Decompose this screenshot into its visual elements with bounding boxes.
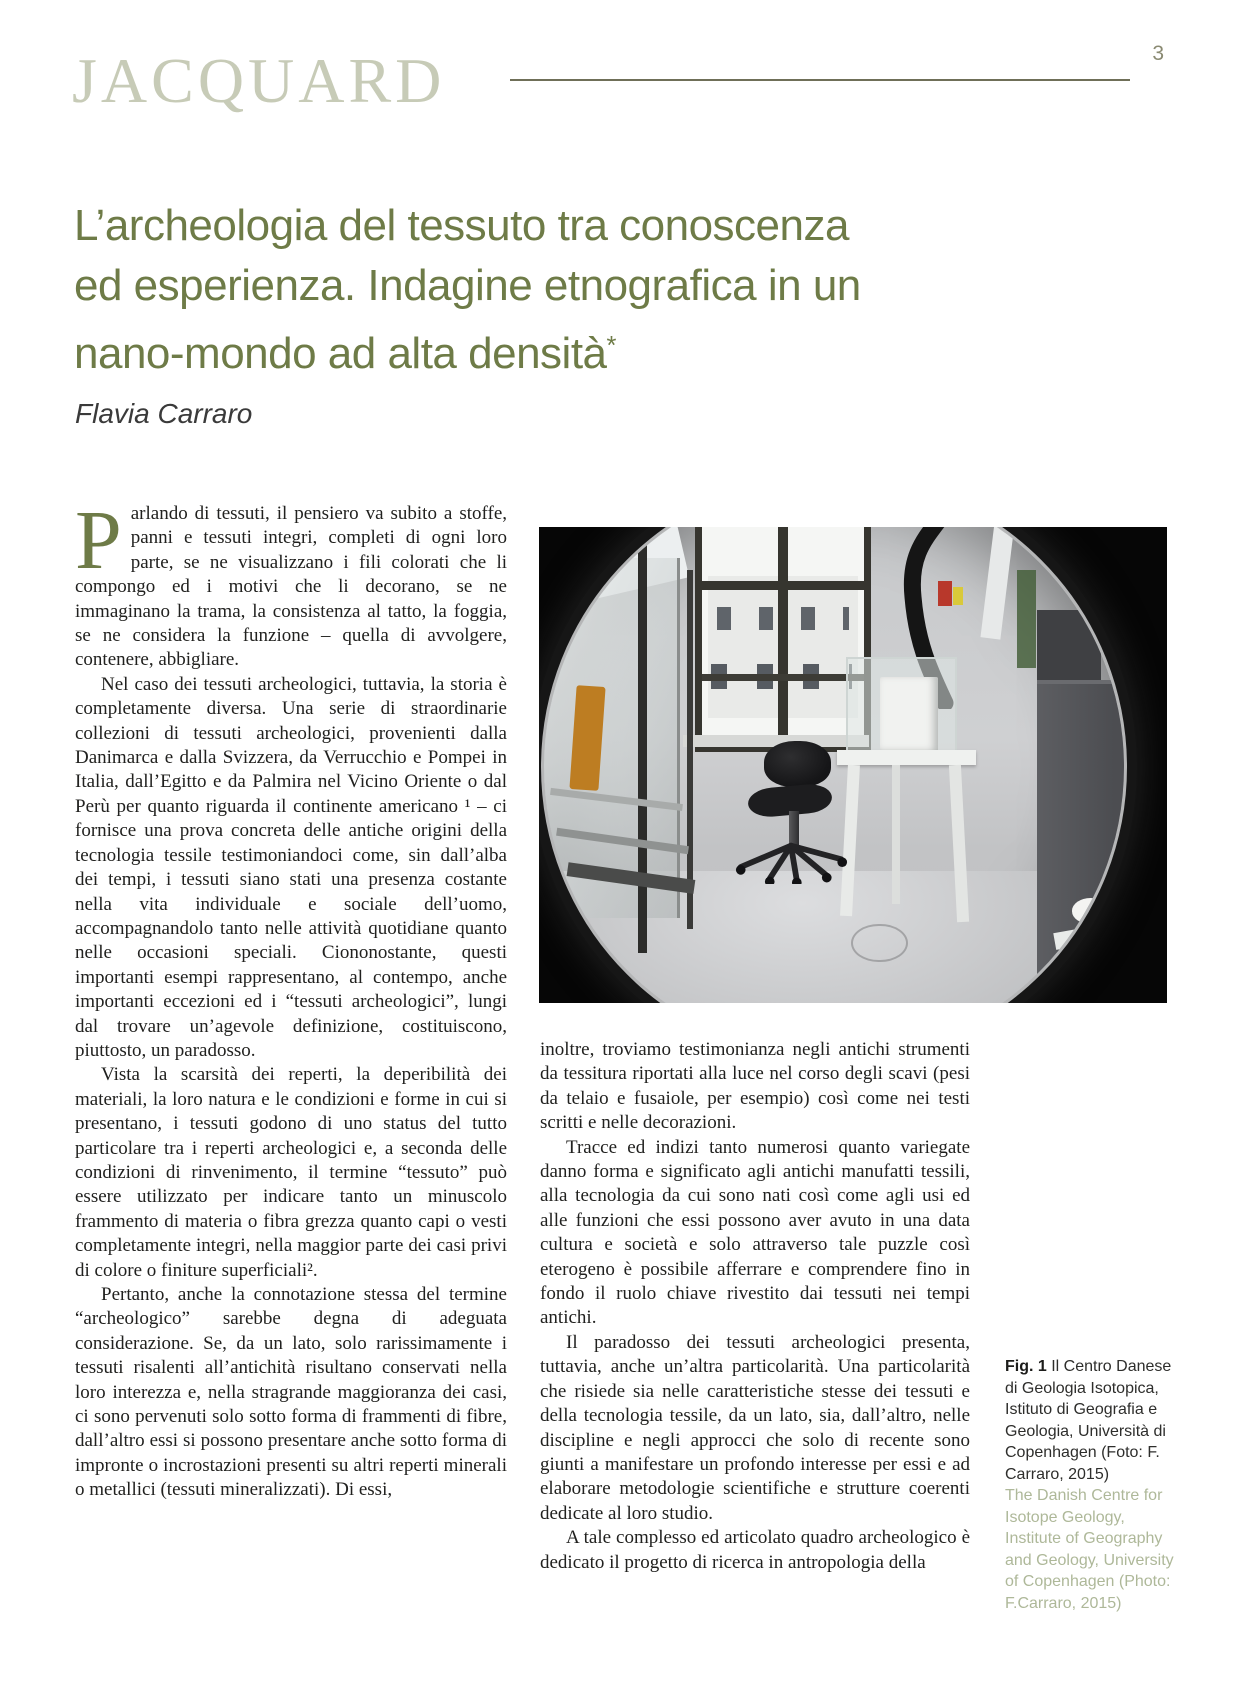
header-rule <box>510 79 1130 81</box>
caption-english: The Danish Centre for Isotope Geology, Institute of Geography and Geology, University of Copenhagen (Photo: F.Carraro, 2015) <box>1005 1487 1174 1612</box>
office-chair-back <box>764 741 831 787</box>
floor-mark <box>851 924 907 963</box>
journal-logo: JACQUARD <box>72 45 446 116</box>
grey-cabinet <box>1037 680 1127 1003</box>
hood-frame-pole <box>687 570 693 930</box>
caption-italian: Fig. 1 Il Centro Danese di Geologia Isotopica, Istituto di Geografia e Geologia, Università di Copenhagen (Foto: F. Carraro, 2015) <box>1005 1358 1172 1483</box>
drop-cap: P <box>75 502 122 587</box>
lab-table <box>837 750 976 765</box>
title-line-3: nano-mondo ad alta densità* <box>74 329 616 378</box>
hood-frame-pole <box>638 535 647 953</box>
white-container <box>1072 898 1110 924</box>
figure-caption <box>1005 1356 1183 1614</box>
porthole-lens <box>541 527 1127 1003</box>
lab-instrument <box>880 677 938 755</box>
paragraph: inoltre, troviamo testimonianza negli antichi strumenti da tessitura riportati alla luce nel corso degli scavi (pesi da telaio e fusaiole, per esempio) così come nei testi scritti e nelle decorazioni. <box>540 1039 970 1134</box>
paragraph: A tale complesso ed articolato quadro archeologico è dedicato il progetto di ricerca in antropologia della <box>540 1527 970 1573</box>
body-column-left <box>75 502 507 1617</box>
cabinet-top-unit <box>1037 610 1101 685</box>
paragraph: Vista la scarsità dei reperti, la deperibilità dei materiali, la loro natura e le condizioni e forme in cui si presentano, i tessuti godono di uno status del tutto particolare tra i reperti archeologici e, a seconda delle condizioni di rinvenimento, il termine “tessuto” può essere utilizzato per indicare tanto un minuscolo frammento di materia o fibra grezza quanto capi o vesti completamente integri, nella maggior parte dei casi privi di colore o finiture superficiali². <box>75 1064 507 1281</box>
paragraph: Nel caso dei tessuti archeologici, tuttavia, la storia è completamente diversa. Una serie di straordinarie collezioni di tessuti archeologici, provenienti dalla Danimarca e dalla Svizzera, da Verrucchio e Pompei in Italia, dall’Egitto e da Palmira nel Vicino Oriente o dal Perù per quanto riguarda il continente americano ¹ – ci fornisce una prova concreta delle antiche origini della tecnologia tessile testimoniandoci come, sin dall’alba dei tempi, i tessuti siano stati una presenza costante nella vita individuale e sociale dell’uomo, accompagnandolo tanto nelle attività quotidiane quanto nelle occasioni speciali. Ciononostante, questi importanti esempi rappresentano, al contempo, anche importanti eccezioni ed i “tessuti archeologici”, lungi dal trovare un’agevole definizione, costituiscono, piuttosto, un paradosso. <box>75 673 507 1061</box>
paragraph: Parlando di tessuti, il pensiero va subito a stoffe, panni e tessuti integri, completi di ogni loro parte, se ne visualizzano i fili colorati che li compongo ed i motivi che li decorano, se ne immaginano la trama, la consistenza al tatto, la foggia, se ne considera la funzione – quella di avvolgere, contenere, abbigliare. <box>75 502 507 671</box>
paragraph: Pertanto, anche la connotazione stessa del termine “archeologico” sarebbe degna di adeguata considerazione. Se, da un lato, solo rarissimamente i tessuti risalenti all’antichità risultano conservati nella loro interezza e, nella stragrande maggioranza dei casi, ci sono pervenuti solo sotto forma di frammenti di fibre, dall’altro essi si possono presentare anche sotto forma di impronte o incrostazioni presenti su altri reperti minerali o metallici (tessuti mineralizzati). Di essi, <box>75 1284 507 1501</box>
title-line-1: L’archeologia del tessuto tra conoscenza <box>74 201 849 250</box>
article-title <box>74 196 934 384</box>
author-name: Flavia Carraro <box>75 398 253 429</box>
foliage-glimpse <box>1017 570 1037 669</box>
red-button <box>938 581 952 605</box>
fume-hood-glass <box>541 558 680 918</box>
title-line-2: ed esperienza. Indagine etnografica in un <box>74 261 861 310</box>
paragraph: Tracce ed indizi tanto numerosi quanto variegate danno forma e significato agli antichi manufatti tessili, alla tecnologia da cui sono nati così come agli usi ed alle funzioni che essi possono aver avuto in una data cultura e società e solo attraverso tale puzzle così eterogeno è possibile afferrare e comprendere fino in fondo il ruolo chiave rivestito dai tessuti nei tempi antichi. <box>540 1136 970 1329</box>
title-footnote-marker: * <box>606 332 616 360</box>
window-mullion <box>778 527 788 745</box>
page-number: 3 <box>1152 42 1164 65</box>
yellow-marker <box>953 587 962 604</box>
office-chair-base <box>733 838 849 884</box>
table-leg <box>892 765 900 904</box>
wall-pipe <box>980 527 1021 640</box>
paragraph: Il paradosso dei tessuti archeologici presenta, tuttavia, anche un’altra particolarità. Una particolarità che risiede sia nelle caratteristiche stesse dei tessuti e della tecnologia tessile, da un lato, sia, dall’altro, nelle discipline e negli approcci che solo di recente sono giunti a manifestare un profondo interesse per essi e ad elaborare metodologie scientifiche e strutture coerenti dedicate al loro studio. <box>540 1331 970 1524</box>
body-column-right <box>540 1038 970 1618</box>
figure-1-photo <box>539 527 1167 1003</box>
figure-label: Fig. 1 <box>1005 1358 1047 1375</box>
